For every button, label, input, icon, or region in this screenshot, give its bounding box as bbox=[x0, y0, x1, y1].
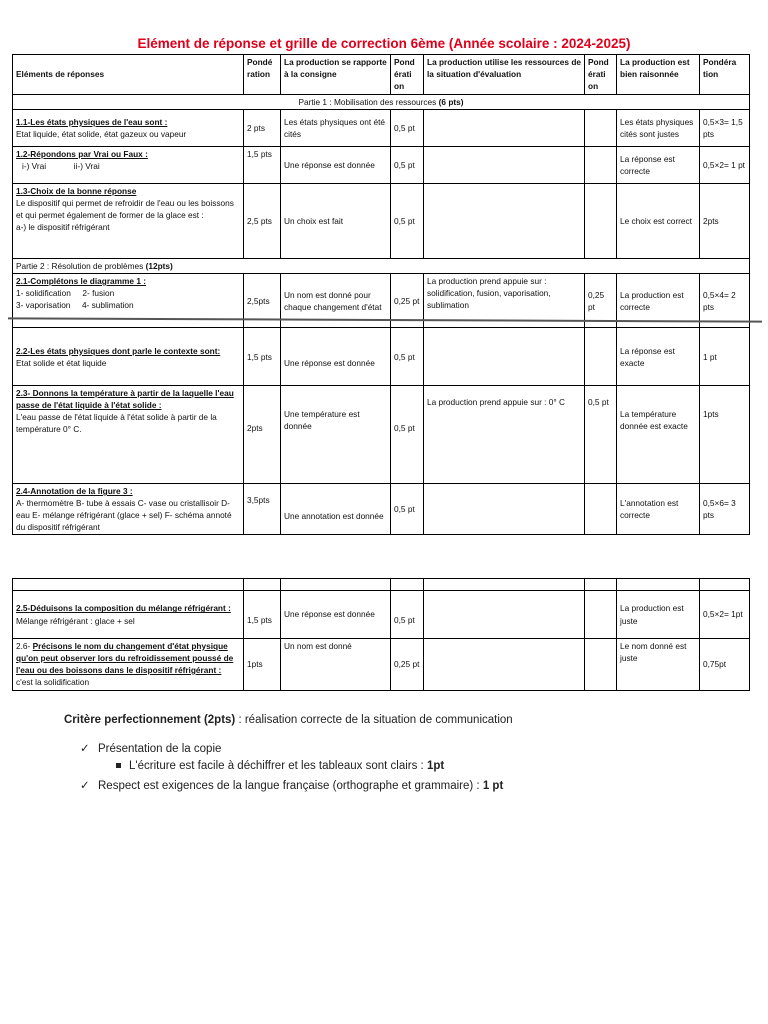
ressource-cell: La production prend appuie sur : 0° C bbox=[424, 386, 585, 484]
ponderation-cell: 0,5×2= 1pt bbox=[700, 591, 750, 639]
raison-cell: La réponse est exacte bbox=[617, 328, 700, 386]
table-row bbox=[13, 639, 750, 691]
ponderation-cell: 0,5×3= 1,5 pts bbox=[700, 110, 750, 147]
part2-heading bbox=[13, 259, 750, 274]
raison-cell: La production est correcte bbox=[617, 274, 700, 328]
raison-cell: Le choix est correct bbox=[617, 184, 700, 259]
ponderation-cell: 0,25 pt bbox=[391, 274, 424, 328]
empty-cell bbox=[13, 579, 244, 591]
ressource-cell bbox=[424, 328, 585, 386]
raison-cell: Les états physiques cités sont justes bbox=[617, 110, 700, 147]
empty-cell bbox=[617, 579, 700, 591]
consigne-cell: Une température est donnée bbox=[281, 386, 391, 484]
raison-cell: La température donnée est exacte bbox=[617, 386, 700, 484]
ponderation-cell: 0,25 pt bbox=[391, 639, 424, 691]
part2-label: Partie 2 : Résolution de problèmes bbox=[16, 261, 146, 272]
criteria-heading bbox=[64, 714, 513, 726]
answer-cell bbox=[13, 386, 244, 484]
consigne-cell: Une réponse est donnée bbox=[281, 328, 391, 386]
header-ponderation-2: Pond érati on bbox=[391, 55, 424, 95]
consigne-cell: Un nom est donné pour chaque changement d'état bbox=[281, 274, 391, 328]
criteria-item-language bbox=[80, 778, 503, 792]
ponderation-cell: 2pts bbox=[700, 184, 750, 259]
header-ponderation-3: Pond érati on bbox=[585, 55, 617, 95]
checkmark-icon: ✓ bbox=[80, 743, 90, 755]
answer-text: L'eau passe de l'état liquide à l'état solide à partir de la température 0° C. bbox=[16, 412, 217, 435]
answer-cell bbox=[13, 484, 244, 535]
question-label: 2.1-Complétons le diagramme 1 : bbox=[16, 276, 147, 287]
empty-cell bbox=[244, 579, 281, 591]
ressource-cell bbox=[424, 639, 585, 691]
ponderation-cell: 1pts bbox=[700, 386, 750, 484]
criteria-subitem-writing bbox=[116, 760, 444, 772]
question-label: 1.2-Répondons par Vrai ou Faux : bbox=[16, 149, 148, 160]
points-cell: 3,5pts bbox=[244, 484, 281, 535]
points-cell: 1,5 pts bbox=[244, 591, 281, 639]
ponderation-cell: 1 pt bbox=[700, 328, 750, 386]
ponderation-cell: 0,5 pt bbox=[391, 328, 424, 386]
answer-text: i-) Vrai ii-) Vrai bbox=[22, 161, 100, 172]
answer-text: 1- solidification 2- fusion bbox=[16, 288, 115, 299]
section-part1 bbox=[13, 95, 750, 110]
answer-cell bbox=[13, 591, 244, 639]
correction-grid-continued bbox=[12, 578, 750, 691]
ressource-cell bbox=[424, 147, 585, 184]
ponderation-cell bbox=[585, 484, 617, 535]
header-elements: Eléments de réponses bbox=[13, 55, 244, 95]
ponderation-cell: 0,5 pt bbox=[585, 386, 617, 484]
part1-label: Partie 1 bbox=[298, 97, 328, 107]
answer-text: Le dispositif qui permet de refroidir de l'eau ou les boissons et qui permet également de former de la glace est : bbox=[16, 198, 234, 221]
header-ressources: La production utilise les ressources de la situation d'évaluation bbox=[424, 55, 585, 95]
points-cell: 1pts bbox=[244, 639, 281, 691]
points-cell: 1,5 pts bbox=[244, 147, 281, 184]
empty-cell bbox=[391, 579, 424, 591]
answer-cell bbox=[13, 184, 244, 259]
consigne-cell: Un nom est donné bbox=[281, 639, 391, 691]
question-label: 2.2-Les états physiques dont parle le contexte sont: bbox=[16, 345, 221, 356]
ponderation-cell bbox=[585, 591, 617, 639]
question-label: 2.5-Déduisons la composition du mélange réfrigérant : bbox=[16, 603, 231, 614]
ponderation-cell: 0,25 pt bbox=[585, 274, 617, 328]
raison-cell: L'annotation est correcte bbox=[617, 484, 700, 535]
criteria-subitem-label: L'écriture est facile à déchiffrer et les tableaux sont clairs : bbox=[129, 760, 427, 772]
answer-text: Mélange réfrigérant : glace + sel bbox=[16, 615, 135, 626]
square-bullet-icon bbox=[116, 763, 121, 768]
criteria-lead: Critère perfectionnement (2pts) bbox=[64, 714, 236, 726]
consigne-cell: Les états physiques ont été cités bbox=[281, 110, 391, 147]
ponderation-cell bbox=[585, 639, 617, 691]
raison-cell: La production est juste bbox=[617, 591, 700, 639]
ponderation-cell: 0,5 pt bbox=[391, 386, 424, 484]
ponderation-cell: 0,5×2= 1 pt bbox=[700, 147, 750, 184]
header-ponderation: Pondé ration bbox=[244, 55, 281, 95]
ressource-cell bbox=[424, 184, 585, 259]
table-row bbox=[13, 110, 750, 147]
header-ponderation-4: Pondéra tion bbox=[700, 55, 750, 95]
question-label: 1.3-Choix de la bonne réponse bbox=[16, 186, 137, 197]
answer-cell bbox=[13, 639, 244, 691]
empty-cell bbox=[585, 579, 617, 591]
table-row bbox=[13, 484, 750, 535]
ponderation-cell: 0,5 pt bbox=[391, 591, 424, 639]
header-consigne: La production se rapporte à la consigne bbox=[281, 55, 391, 95]
points-cell: 2,5 pts bbox=[244, 184, 281, 259]
raison-cell: Le nom donné est juste bbox=[617, 639, 700, 691]
answer-cell bbox=[13, 328, 244, 386]
criteria-subitem-points: 1pt bbox=[426, 760, 445, 772]
header-raisonnee: La production est bien raisonnée bbox=[617, 55, 700, 95]
page-title: Elément de réponse et grille de correction 6ème (Année scolaire : 2024-2025) bbox=[137, 36, 631, 51]
question-label: 1.1-Les états physiques de l'eau sont : bbox=[16, 117, 168, 127]
ressource-cell bbox=[424, 591, 585, 639]
criteria-item-presentation bbox=[80, 741, 221, 755]
consigne-cell: Une réponse est donnée bbox=[281, 147, 391, 184]
criteria-item-label: Respect est exigences de la langue française (orthographe et grammaire) : bbox=[98, 780, 483, 792]
part1-text: : Mobilisation des ressources bbox=[327, 97, 439, 107]
criteria-item-label: Présentation de la copie bbox=[98, 743, 222, 755]
ponderation-cell: 0,75pt bbox=[700, 639, 750, 691]
consigne-cell: Une réponse est donnée bbox=[281, 591, 391, 639]
points-cell: 2,5pts bbox=[244, 274, 281, 328]
part2-points: (12pts) bbox=[145, 261, 173, 272]
header-row bbox=[13, 55, 750, 95]
criteria-item-points: 1 pt bbox=[482, 780, 504, 792]
question-number: 2.6- bbox=[16, 641, 33, 651]
answer-text-2: 3- vaporisation 4- sublimation bbox=[16, 300, 134, 311]
empty-cell bbox=[281, 579, 391, 591]
ressource-cell bbox=[424, 110, 585, 147]
answer-cell bbox=[13, 110, 244, 147]
ressource-cell bbox=[424, 484, 585, 535]
ponderation-cell bbox=[585, 184, 617, 259]
part1-heading bbox=[13, 95, 750, 110]
table-row bbox=[13, 591, 750, 639]
answer-text: A- thermomètre B- tube à essais C- vase ou cristallisoir D- eau E- mélange réfrigérant (glace + sel) F- schéma annoté du dispositif réfrigérant bbox=[16, 498, 232, 533]
ponderation-cell: 0,5 pt bbox=[391, 147, 424, 184]
empty-cell bbox=[700, 579, 750, 591]
consigne-cell: Un choix est fait bbox=[281, 184, 391, 259]
consigne-cell: Une annotation est donnée bbox=[281, 484, 391, 535]
ressource-cell: La production prend appuie sur : solidification, fusion, vaporisation, sublimation bbox=[424, 274, 585, 328]
ponderation-cell: 0,5 pt bbox=[391, 110, 424, 147]
ponderation-cell: 0,5×6= 3 pts bbox=[700, 484, 750, 535]
question-label: 2.3- Donnons la température à partir de la laquelle l'eau passe de l'état liquide à l'état solide : bbox=[16, 388, 234, 411]
points-cell: 2 pts bbox=[244, 110, 281, 147]
question-label: Précisons le nom du changement d'état physique qu'on peut observer lors du refroidissement poussé de l'eau ou des boissons dans le dispositif réfrigérant : bbox=[16, 641, 234, 676]
raison-cell: La réponse est correcte bbox=[617, 147, 700, 184]
answer-text: c'est la solidification bbox=[16, 677, 90, 688]
table-row bbox=[13, 386, 750, 484]
answer-cell bbox=[13, 147, 244, 184]
ponderation-cell: 0,5×4= 2 pts bbox=[700, 274, 750, 328]
ponderation-cell bbox=[585, 328, 617, 386]
table-row bbox=[13, 328, 750, 386]
points-cell: 1,5 pts bbox=[244, 328, 281, 386]
points-cell: 2pts bbox=[244, 386, 281, 484]
table-row bbox=[13, 184, 750, 259]
ponderation-cell: 0,5 pt bbox=[391, 484, 424, 535]
ponderation-cell bbox=[585, 110, 617, 147]
section-part2 bbox=[13, 259, 750, 274]
empty-cell bbox=[424, 579, 585, 591]
answer-text: Etat liquide, état solide, état gazeux ou vapeur bbox=[16, 129, 187, 140]
part1-points: (6 pts) bbox=[438, 97, 464, 107]
table-row bbox=[13, 147, 750, 184]
answer-choice: a-) le dispositif réfrigérant bbox=[16, 222, 110, 233]
empty-row bbox=[13, 579, 750, 591]
ponderation-cell bbox=[585, 147, 617, 184]
ponderation-cell: 0,5 pt bbox=[391, 184, 424, 259]
correction-grid bbox=[12, 54, 750, 535]
answer-text: Etat solide et état liquide bbox=[16, 357, 107, 368]
question-label: 2.4-Annotation de la figure 3 : bbox=[16, 486, 133, 497]
criteria-text: : réalisation correcte de la situation de communication bbox=[235, 714, 513, 726]
checkmark-icon: ✓ bbox=[80, 780, 90, 792]
